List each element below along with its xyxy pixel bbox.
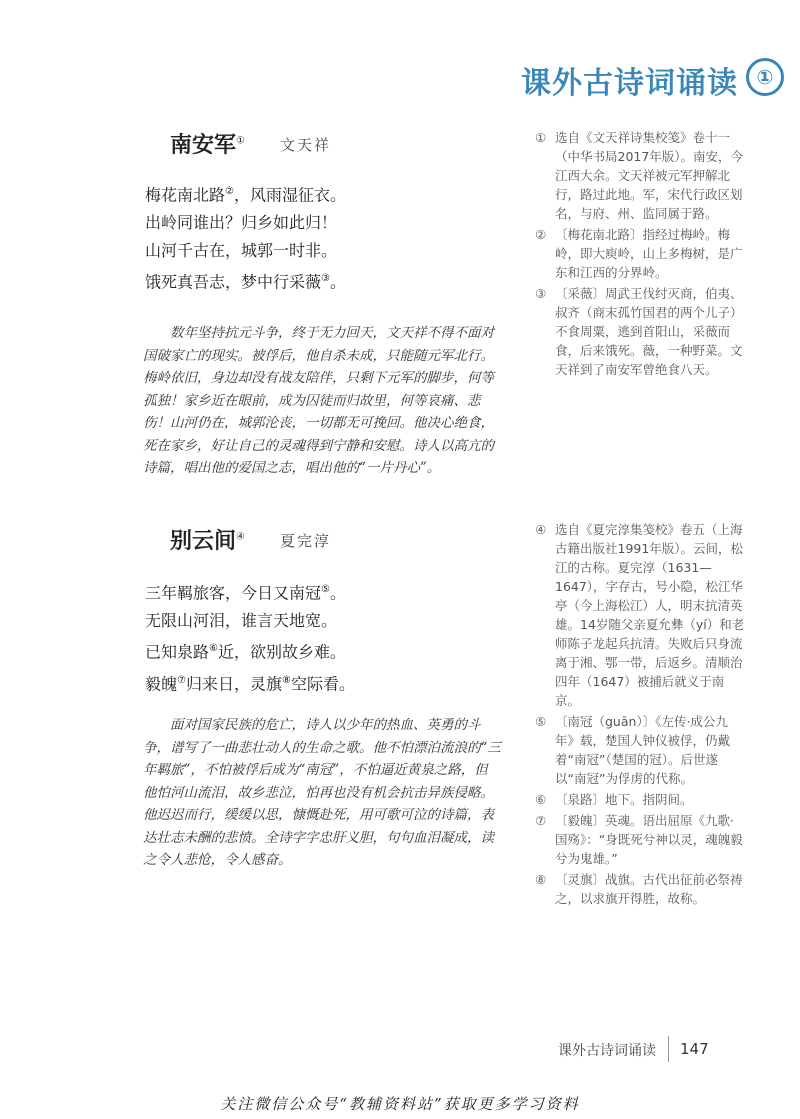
poem-1-line-3: 山河千古在，城郭一时非。 — [145, 241, 338, 261]
section-number-badge: ① — [746, 58, 784, 96]
poem-2-author: 夏完淳 — [280, 532, 332, 550]
promo-watermark-text: 关注微信公众号“教辅资料站”获取更多学习资料 — [220, 1095, 580, 1113]
note-3: ③ 〔采薇〕周武王伐纣灭商，伯夷、叔齐（商末孤竹国君的两个儿子）不食周粟，逃到首阳山，采薇而食，后来饿死。薇，一种野菜。文天祥到了南安军曾绝食八天。 — [535, 286, 743, 377]
footer-section-label: 课外古诗词诵读 — [558, 1043, 656, 1059]
note-6: ⑥ 〔泉路〕地下。指阴间。 — [535, 792, 693, 807]
note-5: ⑤ 〔南冠（guān）〕《左传·成公九年》载，楚国人钟仪被俘，仍戴着“南冠”（楚国的冠）。后世遂以“南冠”为俘虏的代称。 — [535, 714, 731, 786]
note-2: ② 〔梅花南北路〕指经过梅岭。梅岭，即大庾岭，山上多梅树，是广东和江西的分界岭。 — [535, 227, 743, 280]
note-8: ⑧ 〔灵旗〕战旗。古代出征前必祭祷之，以求旗开得胜，故称。 — [535, 872, 743, 906]
poem-1-line-4: 饿死真吾志，梦中行采薇③。 — [145, 272, 346, 292]
poem-2-title-text: 别云间 — [170, 529, 237, 554]
poem-2-notes — [535, 520, 745, 910]
poem-2-line-4: 毅魄⑦归来日，灵旗⑧空际看。 — [145, 673, 355, 693]
note-1: ① 选自《文天祥诗集校笺》卷十一（中华书局2017年版）。南安，今江西大余。文天祥被元军押解北行，路过此地。军，宋代行政区划名，与府、州、监同属于路。 — [535, 130, 744, 221]
poem-1-appreciation: 数年坚持抗元斗争，终于无力回天，文天祥不得不面对国破家亡的现实。被俘后，他自杀未成，只能随元军北行。梅岭依旧，身边却没有战友陪伴，只剩下元军的脚步，何等孤独！家乡近在眼前，成为囚徒而归故里，何等哀痛、悲伤！山河仍在，城郭沦丧，一切都无可挽回。他决心绝食，死在家乡，好让自己的灵魂得到宁静和安慰。诗人以高亢的诗篇，唱出他的爱国之志，唱出他的“一片丹心”。 — [143, 325, 494, 476]
note-7: ⑦ 〔毅魄〕英魂。语出屈原《九歌·国殇》：“身既死兮神以灵，魂魄毅兮为鬼雄。” — [535, 813, 743, 866]
poem-2-line-2: 无限山河泪，谁言天地宽。 — [145, 611, 338, 631]
page-number: 147 — [680, 1040, 709, 1058]
note-4: ④ 选自《夏完淳集笺校》卷五（上海古籍出版社1991年版）。云间，松江的古称。夏完淳（1631—1647），字存古，号小隐，松江华亭（今上海松江）人，明末抗清英雄。14岁随父亲夏允彝（yí）和老师陈子龙起兵抗清。失败后只身流离于湘、鄂一带，后返乡。清顺治四年（1647）被捕后就义于南京。 — [535, 522, 745, 708]
poem-1-notes — [535, 128, 745, 381]
poem-1-title — [170, 128, 245, 159]
section-header-title: 课外古诗词诵读 — [521, 66, 738, 101]
poem-1-line-1: 梅花南北路②，风雨湿征衣。 — [145, 185, 346, 205]
poem-2-line-1: 三年羁旅客，今日又南冠⑤。 — [145, 583, 346, 603]
poem-1-line-2: 出岭同谁出？归乡如此归！ — [145, 213, 338, 233]
poem-2-lines — [145, 576, 355, 698]
poem-2-line-3: 已知泉路⑥近，欲别故乡难。 — [145, 642, 346, 662]
footer-divider — [668, 1036, 669, 1062]
poem-1-title-text: 南安军 — [170, 133, 237, 158]
poem-1-title-note-ref: ① — [236, 135, 245, 147]
poem-1-author: 文天祥 — [280, 136, 332, 154]
poem-2-title — [170, 524, 245, 555]
poem-1-lines — [145, 178, 346, 297]
poem-2-appreciation: 面对国家民族的危亡，诗人以少年的热血、英勇的斗争，谱写了一曲悲壮动人的生命之歌。他不怕漂泊流浪的“三年羁旅”，不怕被俘后成为“南冠”，不怕逼近黄泉之路，但他怕河山流泪，故乡悲泣，怕再也没有机会抗击异族侵略。他迟迟而行，缓缓以思，慷慨赴死，用可歌可泣的诗篇，表达壮志未酬的悲愤。全诗字字忠肝义胆，句句血泪凝成，读之令人悲怆，令人感奋。 — [143, 717, 501, 868]
poem-2-title-note-ref: ④ — [236, 531, 245, 543]
